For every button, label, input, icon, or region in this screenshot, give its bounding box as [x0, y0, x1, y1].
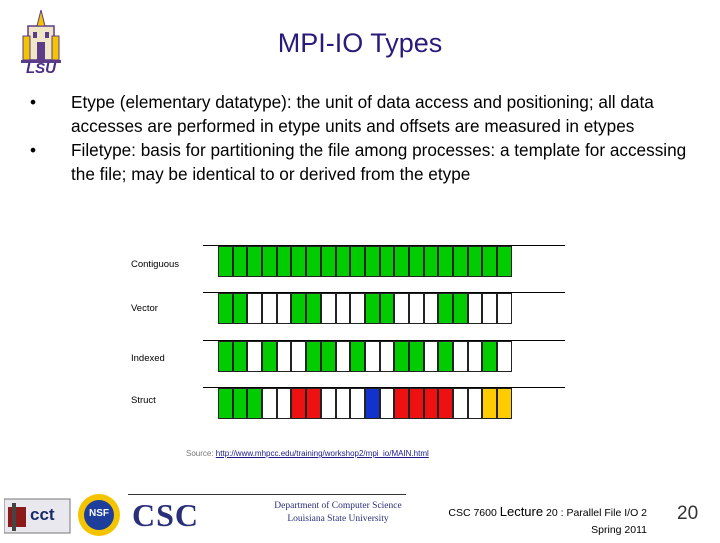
etype-cell [233, 388, 248, 419]
etype-cell [321, 293, 336, 324]
etype-cell [291, 341, 306, 372]
nsf-logo [76, 492, 122, 538]
etype-cell [262, 293, 277, 324]
etype-cell [306, 388, 321, 419]
etype-cell [394, 388, 409, 419]
etype-cell [380, 388, 395, 419]
etype-cell [262, 246, 277, 277]
etype-cell [277, 246, 292, 277]
etype-cell [336, 293, 351, 324]
row-label-contiguous: Contiguous [131, 259, 180, 270]
source-prefix: Source: [186, 449, 216, 458]
bullet-text: Etype (elementary datatype): the unit of data access and positioning; all data accesses are performed in etype units and offsets are measured in etypes [71, 92, 654, 136]
bullet-list [30, 90, 690, 186]
etype-cell [380, 293, 395, 324]
etype-cell [365, 388, 380, 419]
bullet-item [30, 138, 690, 186]
bullet-marker: • [30, 92, 37, 112]
nsf-logo-text: NSF [89, 508, 109, 519]
etype-cell [233, 293, 248, 324]
etype-cell [394, 246, 409, 277]
etype-cell [468, 293, 483, 324]
etype-cell [468, 388, 483, 419]
etype-cell [306, 246, 321, 277]
etype-cell [365, 293, 380, 324]
university-name: Louisiana State University [287, 514, 389, 524]
lsu-logo-text: LSU [26, 60, 56, 77]
etype-cell [438, 246, 453, 277]
etype-cell [482, 293, 497, 324]
etype-cell [262, 341, 277, 372]
etype-cell [453, 341, 468, 372]
etype-cell [233, 246, 248, 277]
etype-cell [482, 388, 497, 419]
etype-cell [218, 388, 233, 419]
bullet-text: Filetype: basis for partitioning the file among processes: a template for accessing the file; may be identical to or derived from the etype [71, 140, 687, 184]
etype-cell [277, 293, 292, 324]
slide-number: 20 [677, 503, 699, 524]
etype-cell [497, 388, 512, 419]
etype-cell [277, 341, 292, 372]
etype-cell [350, 246, 365, 277]
cell-row-indexed [218, 341, 512, 372]
etype-cell [380, 246, 395, 277]
etype-cell [306, 293, 321, 324]
etype-cell [409, 246, 424, 277]
course-lecture: Lecture [499, 504, 544, 519]
etype-cell [424, 388, 439, 419]
etype-cell [233, 341, 248, 372]
etype-cell [468, 341, 483, 372]
etype-cell [438, 341, 453, 372]
etype-cell [247, 246, 262, 277]
cell-row-vector [218, 293, 512, 324]
etype-cell [409, 293, 424, 324]
etype-cell [380, 341, 395, 372]
row-label-indexed: Indexed [131, 353, 165, 364]
course-prefix: CSC 7600 [448, 507, 500, 519]
etype-cell [321, 388, 336, 419]
etype-cell [365, 341, 380, 372]
etype-cell [394, 341, 409, 372]
etype-cell [453, 388, 468, 419]
department-name: Department of Computer Science [274, 501, 402, 511]
etype-cell [321, 246, 336, 277]
etype-cell [277, 388, 292, 419]
etype-cell [291, 388, 306, 419]
cct-logo [4, 497, 72, 535]
etype-cell [350, 341, 365, 372]
etype-cell [247, 388, 262, 419]
etype-cell [247, 341, 262, 372]
etype-cell [306, 341, 321, 372]
etype-cell [218, 246, 233, 277]
etype-cell [468, 246, 483, 277]
etype-cell [482, 246, 497, 277]
row-label-vector: Vector [131, 303, 158, 314]
bullet-item [30, 90, 690, 138]
etype-cell [497, 246, 512, 277]
source-link[interactable]: http://www.mhpcc.edu/training/workshop2/mpi_io/MAIN.html [215, 449, 429, 458]
cell-row-contiguous [218, 246, 512, 277]
course-line [447, 503, 647, 522]
etype-cell [218, 341, 233, 372]
etype-cell [424, 293, 439, 324]
course-term: Spring 2011 [591, 524, 647, 536]
course-suffix: 20 : Parallel File I/O 2 [543, 507, 647, 519]
etype-cell [453, 293, 468, 324]
etype-cell [321, 341, 336, 372]
department-logo [268, 500, 408, 526]
etype-cell [409, 341, 424, 372]
row-label-struct: Struct [131, 395, 156, 406]
footer-divider [128, 494, 406, 495]
cell-row-struct [218, 388, 512, 419]
etype-cell [336, 246, 351, 277]
etype-cell [409, 388, 424, 419]
etype-cell [438, 293, 453, 324]
slide-title: MPI-IO Types [277, 28, 443, 58]
etype-cell [497, 341, 512, 372]
course-info [447, 503, 647, 539]
etype-cell [394, 293, 409, 324]
etype-cell [336, 388, 351, 419]
source-citation [186, 449, 429, 458]
etype-cell [482, 341, 497, 372]
etype-cell [247, 293, 262, 324]
etype-cell [453, 246, 468, 277]
etype-cell [424, 341, 439, 372]
etype-cell [365, 246, 380, 277]
etype-cell [438, 388, 453, 419]
etype-cell [262, 388, 277, 419]
etype-cell [291, 293, 306, 324]
etype-cell [218, 293, 233, 324]
etype-cell [424, 246, 439, 277]
etype-cell [350, 293, 365, 324]
csc-logo-text: CSC [132, 497, 200, 533]
bullet-marker: • [30, 140, 37, 160]
etype-cell [497, 293, 512, 324]
cct-logo-text: cct [30, 505, 55, 524]
etype-cell [336, 341, 351, 372]
etype-cell [291, 246, 306, 277]
etype-cell [350, 388, 365, 419]
